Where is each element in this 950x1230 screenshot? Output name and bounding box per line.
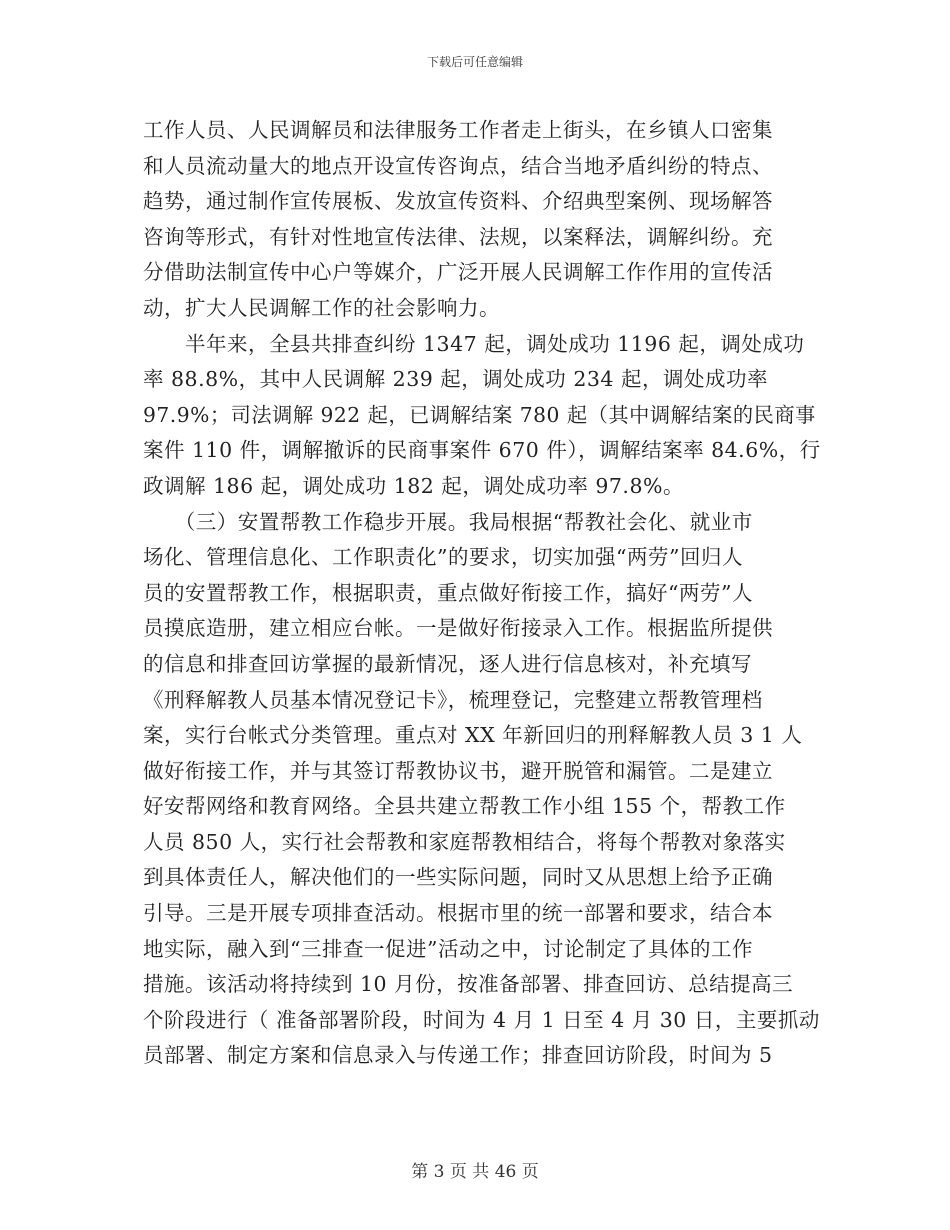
text-line: 员的安置帮教工作，根据职责，重点做好衔接工作，搞好“两劳”人: [143, 580, 753, 605]
text-line: 趋势，通过制作宣传展板、发放宣传资料、介绍典型案例、现场解答: [143, 189, 773, 214]
text-line: 做好衔接工作，并与其签订帮教协议书，避开脱管和漏管。二是建立: [143, 758, 773, 783]
text-line: 动，扩大人民调解工作的社会影响力。: [143, 295, 500, 320]
page-header: 下载后可任意编辑: [426, 55, 523, 69]
text-line: 到具体责任人，解决他们的一些实际问题，同时又从思想上给予正确: [143, 865, 773, 890]
text-line: 好安帮网络和教育网络。全县共建立帮教工作小组 155 个，帮教工作: [143, 794, 786, 819]
text-line: 员摸底造册，建立相应台帐。一是做好衔接录入工作。根据监所提供: [143, 616, 773, 641]
text-line: 地实际，融入到“三排查一促进”活动之中，讨论制定了具体的工作: [143, 936, 753, 961]
text-line: 的信息和排查回访掌握的最新情况，逐人进行信息核对，补充填写: [143, 651, 752, 676]
text-line: 分借助法制宣传中心户等媒介，广泛开展人民调解工作作用的宣传活: [143, 260, 773, 285]
page-footer: 第 3 页 共 46 页: [411, 1162, 539, 1182]
text-line: 半年来，全县共排查纠纷 1347 起，调处成功 1196 起，调处成功: [143, 331, 805, 356]
text-line: 和人员流动量大的地点开设宣传咨询点，结合当地矛盾纠纷的特点、: [143, 153, 773, 178]
text-line: 引导。三是开展专项排查活动。根据市里的统一部署和要求，结合本: [143, 901, 773, 926]
text-line: 《刑释解教人员基本情况登记卡》，梳理登记，完整建立帮教管理档: [143, 687, 763, 712]
text-line: （三）安置帮教工作稳步开展。我局根据“帮教社会化、就业市: [143, 509, 753, 534]
text-line: 个阶段进行（ 准备部署阶段，时间为 4 月 1 日至 4 月 30 日，主要抓动: [143, 1007, 820, 1032]
text-line: 政调解 186 起，调处成功 182 起，调处成功率 97.8%。: [143, 473, 684, 498]
text-line: 场化、管理信息化、工作职责化”的要求，切实加强“两劳”回归人: [143, 545, 743, 570]
text-line: 人员 850 人，实行社会帮教和家庭帮教相结合，将每个帮教对象落实: [143, 829, 786, 854]
text-line: 工作人员、人民调解员和法律服务工作者走上街头，在乡镇人口密集: [143, 118, 773, 142]
text-line: 率 88.8%，其中人民调解 239 起，调处成功 234 起，调处成功率: [143, 367, 768, 392]
document-body: [143, 113, 823, 1074]
text-line: 97.9%；司法调解 922 起，已调解结案 780 起（其中调解结案的民商事: [143, 402, 816, 427]
text-line: 员部署、制定方案和信息录入与传递工作；排查回访阶段，时间为 5: [143, 1043, 773, 1068]
text-line: 咨询等形式，有针对性地宣传法律、法规，以案释法，调解纠纷。充: [143, 224, 773, 249]
text-line: 案，实行台帐式分类管理。重点对 XX 年新回归的刑释解教人员 3 1 人: [143, 723, 803, 748]
text-line: 措施。该活动将持续到 10 月份，按准备部署、排查回访、总结提高三: [143, 972, 794, 997]
text-line: 案件 110 件，调解撤诉的民商事案件 670 件），调解结案率 84.6%，行: [143, 438, 821, 463]
